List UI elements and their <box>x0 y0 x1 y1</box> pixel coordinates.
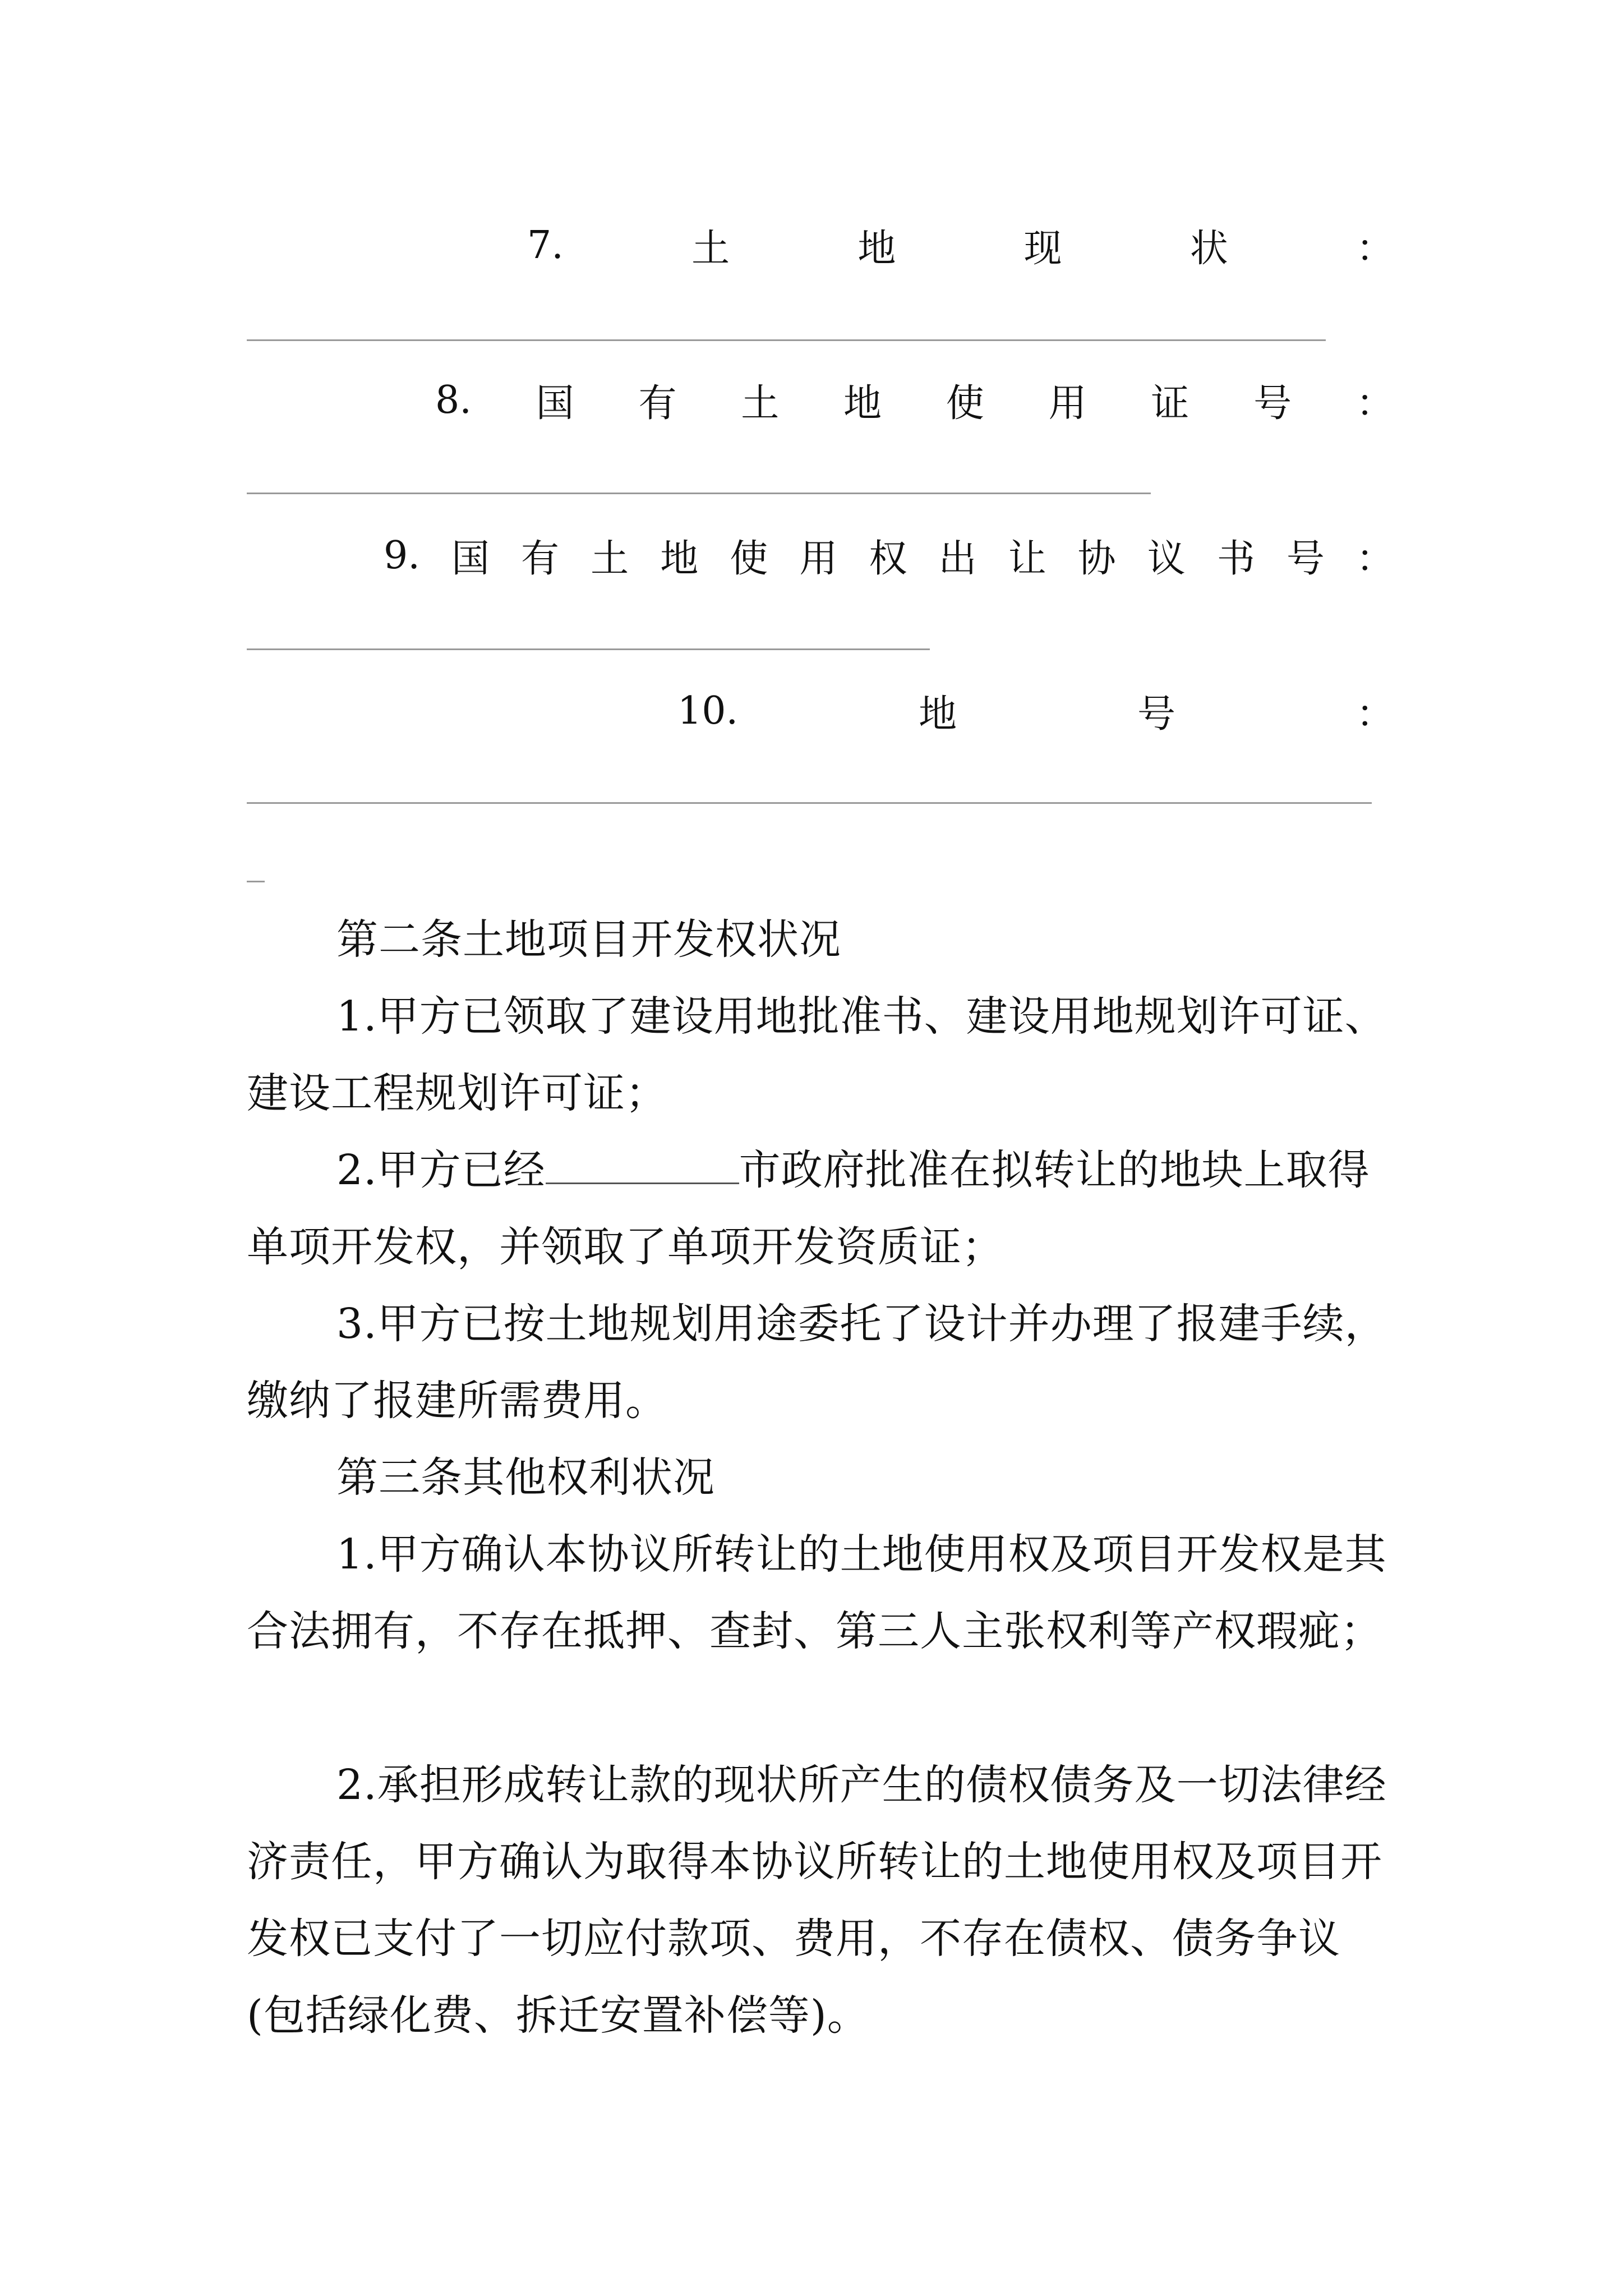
field-char: 土 <box>591 536 629 581</box>
field-char: 土 <box>741 381 780 426</box>
section-2-item-3: 3.甲方已按土地规划用途委托了设计并办理了报建手续，缴纳了报建所需费用。 <box>247 1300 1387 1425</box>
field-char: 议 <box>1147 536 1186 581</box>
field-char: 协 <box>1077 536 1116 581</box>
field-number: 9. <box>384 533 420 578</box>
field-char: 使 <box>946 381 984 426</box>
field-char: 状 <box>1189 226 1228 271</box>
field-colon: ： <box>1355 226 1394 271</box>
field-char: 地 <box>843 381 882 426</box>
field-colon: ： <box>1355 692 1394 737</box>
field-char: 让 <box>1008 536 1046 581</box>
fill-in-line-8 <box>247 493 1151 494</box>
field-char: 号 <box>1286 536 1325 581</box>
field-char: 地 <box>857 226 896 271</box>
section-3-item-1: 1.甲方确认本协议所转让的土地使用权及项目开发权是其合法拥有，不存在抵押、查封、第三人主张权利等产权瑕疵； <box>247 1530 1387 1655</box>
fill-in-line-10-tail <box>247 881 265 882</box>
field-8 <box>435 375 1394 425</box>
blank-line <box>546 1149 739 1184</box>
field-char: 号 <box>1253 381 1292 426</box>
section-2-heading: 第二条土地项目开发权状况 <box>336 915 841 964</box>
section-2-item-1: 1.甲方已领取了建设用地批准书、建设用地规划许可证、建设工程规划许可证； <box>247 992 1387 1117</box>
fill-in-line-9 <box>247 648 930 650</box>
field-char: 现 <box>1023 226 1062 271</box>
item-2-text-after: 市政府批准在拟转让的地块上取得单项开发权，并领取了单项开发资质证； <box>247 1146 1370 1271</box>
field-number: 10. <box>677 688 739 733</box>
field-colon: ： <box>1355 381 1394 426</box>
field-char: 证 <box>1151 381 1189 426</box>
field-char: 用 <box>1048 381 1087 426</box>
field-number: 7. <box>527 223 564 268</box>
section-3-heading: 第三条其他权利状况 <box>336 1453 715 1502</box>
field-char: 有 <box>521 536 560 581</box>
field-char: 用 <box>799 536 838 581</box>
field-7 <box>527 220 1394 270</box>
field-char: 号 <box>1137 692 1176 737</box>
field-char: 有 <box>638 381 677 426</box>
field-char: 国 <box>536 381 574 426</box>
field-number: 8. <box>435 378 472 422</box>
fill-in-line-7 <box>247 339 1326 341</box>
field-char: 书 <box>1216 536 1255 581</box>
field-char: 出 <box>938 536 977 581</box>
section-2-item-2 <box>247 1132 1394 1286</box>
field-char: 土 <box>691 226 730 271</box>
field-char: 权 <box>869 536 907 581</box>
section-3-item-2: 2.承担形成转让款的现状所产生的债权债务及一切法律经济责任，甲方确认为取得本协议所转让的土地使用权及项目开发权已支付了一切应付款项、费用，不存在债权、债务争议(包括绿化费、拆迁安置补偿等)。 <box>247 1761 1387 2040</box>
field-9 <box>384 530 1394 581</box>
field-char: 地 <box>919 692 957 737</box>
item-2-text-before: 2.甲方已经 <box>336 1146 546 1194</box>
field-colon: ： <box>1355 536 1394 581</box>
field-char: 使 <box>730 536 768 581</box>
field-char: 地 <box>660 536 699 581</box>
field-char: 国 <box>451 536 490 581</box>
fill-in-line-10 <box>247 802 1372 804</box>
field-10 <box>677 685 1394 736</box>
